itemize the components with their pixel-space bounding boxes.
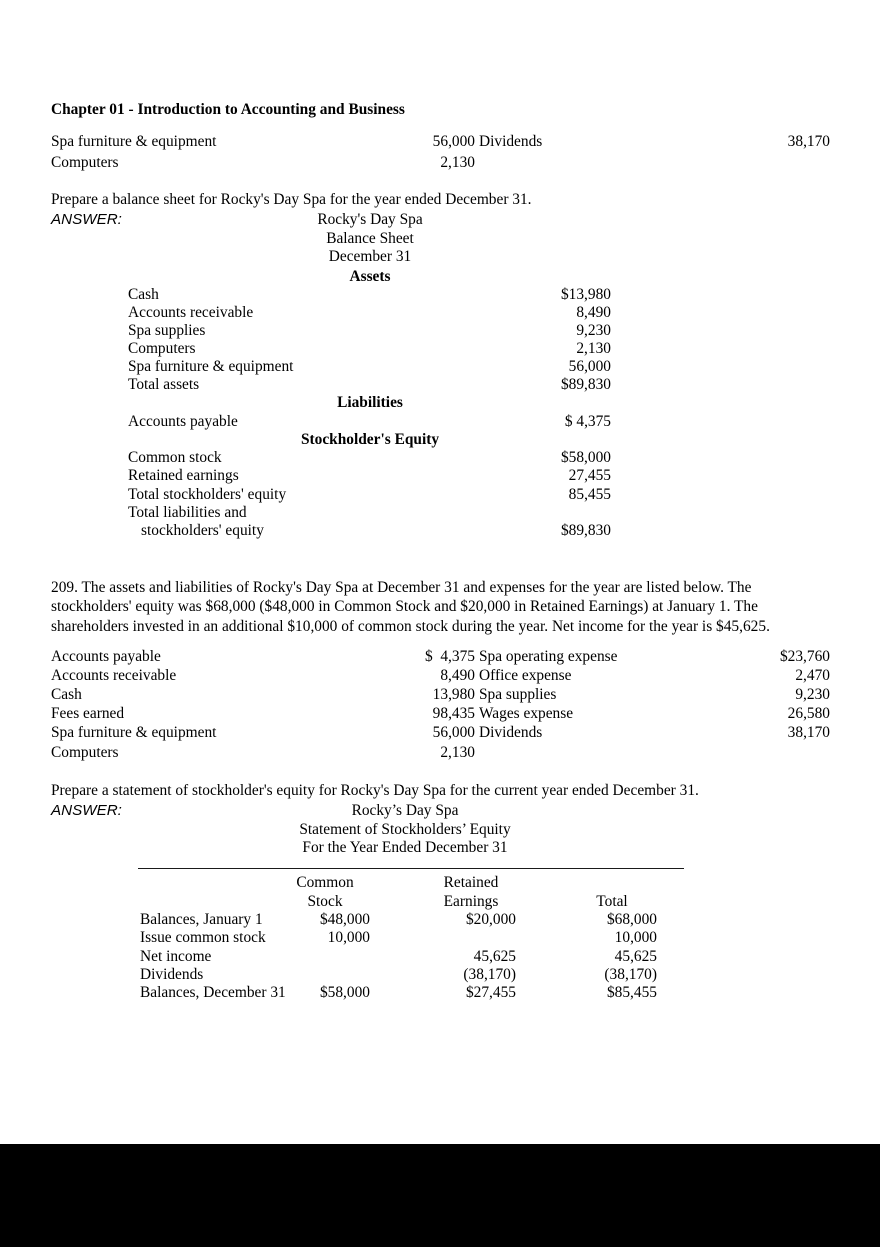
table-row-total: 10,000	[614, 929, 657, 946]
listing-row-amount2: 38,170	[787, 724, 830, 741]
listing-row-label: Accounts payable	[51, 648, 161, 665]
listing-row-label: Computers	[51, 744, 119, 761]
carryover-row-label2: Dividends	[479, 133, 543, 150]
asset-row-label: Accounts receivable	[128, 304, 254, 321]
section-header-liabilities: Liabilities	[337, 394, 403, 411]
asset-row-amount: $89,830	[560, 376, 611, 393]
asset-row-label: Total assets	[128, 376, 200, 393]
asset-row-amount: $13,980	[560, 286, 611, 303]
carryover-row-label: Spa furniture & equipment	[51, 133, 217, 150]
asset-row-amount: 2,130	[576, 340, 611, 357]
table-row-label: Balances, January 1	[140, 911, 263, 928]
section-header-assets: Assets	[349, 268, 391, 285]
total-liabilities-equity-line2: stockholders' equity	[141, 522, 264, 539]
table-top-rule	[138, 868, 684, 869]
equity-row-label: Common stock	[128, 449, 222, 466]
table-row-common-stock: $58,000	[319, 984, 370, 1001]
listing-row-label: Cash	[51, 686, 82, 703]
listing-row-label2: Office expense	[479, 667, 572, 684]
listing-row-label2: Spa supplies	[479, 686, 557, 703]
equity-row-amount: 85,455	[568, 486, 611, 503]
table-row-label: Issue common stock	[140, 929, 266, 946]
listing-row-amount2: 9,230	[795, 686, 830, 703]
asset-row-label: Cash	[128, 286, 159, 303]
listing-row-amount: 13,980	[432, 686, 475, 703]
table-row-label: Balances, December 31	[140, 984, 286, 1001]
carryover-row-amount2: 38,170	[787, 133, 830, 150]
carryover-row-label: Computers	[51, 154, 119, 171]
listing-row-amount: $ 4,375	[424, 648, 475, 665]
stockholders-equity-period: For the Year Ended December 31	[302, 839, 508, 856]
page-title: Chapter 01 - Introduction to Accounting and Business	[51, 101, 405, 118]
equity-row-amount: 27,455	[568, 467, 611, 484]
table-row-retained-earnings: 45,625	[473, 948, 516, 965]
total-liabilities-equity-line1: Total liabilities and	[128, 504, 247, 521]
carryover-row-amount: 56,000	[432, 133, 475, 150]
table-row-label: Dividends	[140, 966, 204, 983]
section-header-stockholders-equity: Stockholder's Equity	[300, 431, 440, 448]
table-row-total: 45,625	[614, 948, 657, 965]
listing-row-amount: 98,435	[432, 705, 475, 722]
stockholders-equity-company: Rocky’s Day Spa	[351, 802, 459, 819]
table-row-total: $68,000	[606, 911, 657, 928]
asset-row-label: Computers	[128, 340, 196, 357]
total-liabilities-equity-amount: $89,830	[560, 522, 611, 539]
column-header-common-stock-line1: Common	[296, 874, 354, 891]
listing-row-amount: 8,490	[440, 667, 475, 684]
listing-row-amount2: 2,470	[795, 667, 830, 684]
table-row-common-stock: $48,000	[319, 911, 370, 928]
table-row-total: $85,455	[606, 984, 657, 1001]
asset-row-amount: 9,230	[576, 322, 611, 339]
stockholders-equity-prompt: Prepare a statement of stockholder's equity for Rocky's Day Spa for the current year ended December 31.	[51, 782, 699, 799]
table-row-common-stock: 10,000	[327, 929, 370, 946]
listing-row-label2: Spa operating expense	[479, 648, 618, 665]
listing-row-amount2: 26,580	[787, 705, 830, 722]
balance-sheet-date: December 31	[328, 248, 412, 265]
column-header-retained-earnings-line2: Earnings	[443, 893, 499, 910]
carryover-row-amount: 2,130	[440, 154, 475, 171]
table-row-label: Net income	[140, 948, 212, 965]
asset-row-label: Spa supplies	[128, 322, 206, 339]
listing-row-label2: Wages expense	[479, 705, 574, 722]
liability-row-label: Accounts payable	[128, 413, 238, 430]
answer-label-stockholders-equity: ANSWER:	[51, 802, 122, 819]
balance-sheet-company: Rocky's Day Spa	[317, 211, 423, 228]
asset-row-amount: 56,000	[568, 358, 611, 375]
answer-label-balance-sheet: ANSWER:	[51, 211, 122, 228]
balance-sheet-prompt: Prepare a balance sheet for Rocky's Day Spa for the year ended December 31.	[51, 191, 532, 208]
listing-row-label: Accounts receivable	[51, 667, 177, 684]
balance-sheet-statement-name: Balance Sheet	[326, 230, 414, 247]
table-row-retained-earnings: $20,000	[465, 911, 516, 928]
table-row-total: (38,170)	[604, 966, 657, 983]
stockholders-equity-statement-name: Statement of Stockholders’ Equity	[299, 821, 511, 838]
equity-row-amount: $58,000	[560, 449, 611, 466]
listing-row-label: Spa furniture & equipment	[51, 724, 217, 741]
table-row-retained-earnings: $27,455	[465, 984, 516, 1001]
listing-row-label2: Dividends	[479, 724, 543, 741]
asset-row-amount: 8,490	[576, 304, 611, 321]
page-bottom-black-band	[0, 1144, 880, 1247]
equity-row-label: Retained earnings	[128, 467, 239, 484]
listing-row-label: Fees earned	[51, 705, 125, 722]
table-row-retained-earnings: (38,170)	[463, 966, 516, 983]
listing-row-amount: 2,130	[440, 744, 475, 761]
listing-row-amount: 56,000	[432, 724, 475, 741]
listing-row-amount2: $23,760	[779, 648, 830, 665]
liability-row-amount: $ 4,375	[564, 413, 611, 430]
column-header-total: Total	[596, 893, 628, 910]
asset-row-label: Spa furniture & equipment	[128, 358, 294, 375]
question-209-text: 209. The assets and liabilities of Rocky's Day Spa at December 31 and expenses for the year are listed below. The stockholders' equity was $68,000 ($48,000 in Common Stock and $20,000 in Retained Earnings) at January 1. The shareholders invested in an additional $10,000 of common stock during the year. Net income for the year is $45,625.	[51, 579, 770, 635]
column-header-common-stock-line2: Stock	[307, 893, 343, 910]
column-header-retained-earnings-line1: Retained	[443, 874, 499, 891]
equity-row-label: Total stockholders' equity	[128, 486, 287, 503]
